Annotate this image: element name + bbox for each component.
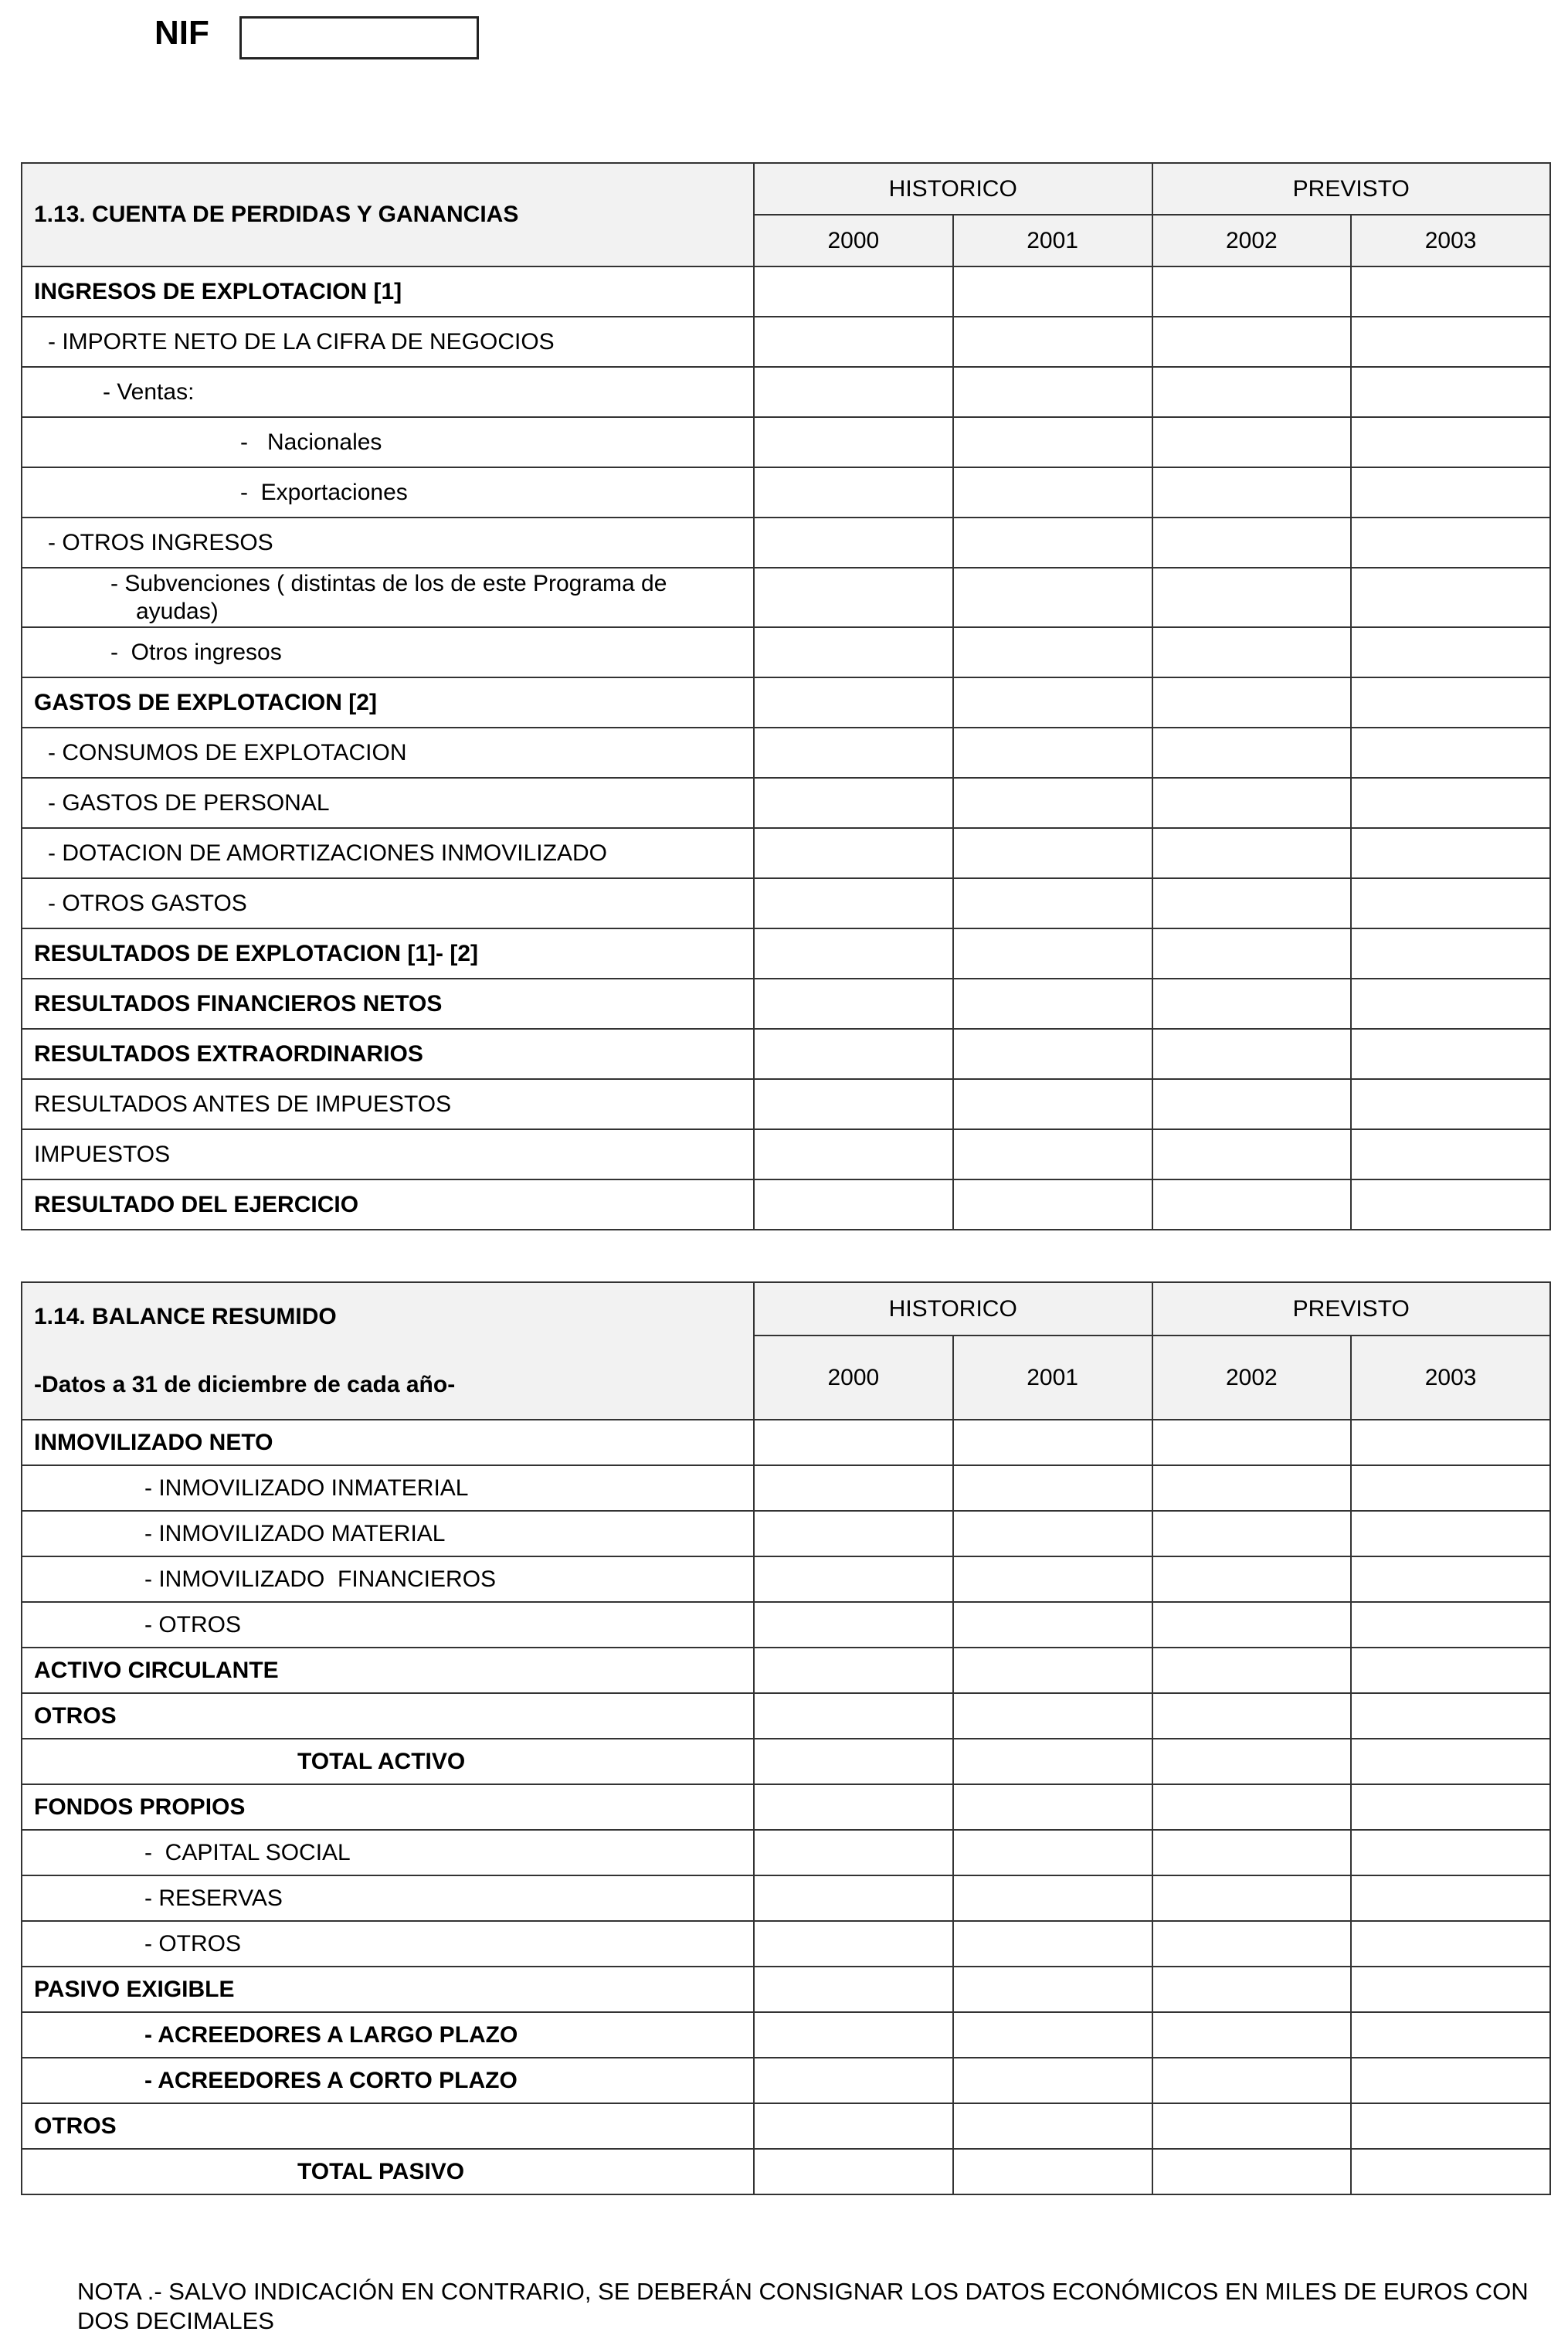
value-cell-2000[interactable] bbox=[754, 367, 953, 417]
value-cell-2003[interactable] bbox=[1351, 2012, 1550, 2058]
value-cell-2002[interactable] bbox=[1152, 518, 1352, 568]
value-cell-2001[interactable] bbox=[953, 2103, 1152, 2149]
table-row bbox=[22, 928, 1550, 979]
value-cell-2001[interactable] bbox=[953, 878, 1152, 928]
row-label: - GASTOS DE PERSONAL bbox=[22, 778, 754, 828]
nif-label: NIF bbox=[154, 14, 209, 52]
value-cell-2003[interactable] bbox=[1351, 317, 1550, 367]
value-cell-2001[interactable] bbox=[953, 417, 1152, 467]
value-cell-2000[interactable] bbox=[754, 1129, 953, 1179]
value-cell-2002[interactable] bbox=[1152, 2149, 1352, 2194]
table-row bbox=[22, 979, 1550, 1029]
year-header: 2000 bbox=[754, 215, 953, 266]
value-cell-2001[interactable] bbox=[953, 1784, 1152, 1830]
value-cell-2002[interactable] bbox=[1152, 1830, 1352, 1875]
value-cell-2000[interactable] bbox=[754, 1784, 953, 1830]
row-label: INMOVILIZADO NETO bbox=[22, 1420, 754, 1465]
table-row bbox=[22, 417, 1550, 467]
value-cell-2000[interactable] bbox=[754, 677, 953, 728]
row-label: - OTROS bbox=[22, 1602, 754, 1648]
table-row bbox=[22, 627, 1550, 677]
value-cell-2000[interactable] bbox=[754, 1739, 953, 1784]
value-cell-2000[interactable] bbox=[754, 1420, 953, 1465]
value-cell-2000[interactable] bbox=[754, 627, 953, 677]
row-label: OTROS bbox=[22, 1693, 754, 1739]
value-cell-2000[interactable] bbox=[754, 2058, 953, 2103]
table-row bbox=[22, 2103, 1550, 2149]
value-cell-2000[interactable] bbox=[754, 1875, 953, 1921]
table-row bbox=[22, 2058, 1550, 2103]
value-cell-2001[interactable] bbox=[953, 627, 1152, 677]
value-cell-2003[interactable] bbox=[1351, 1079, 1550, 1129]
value-cell-2001[interactable] bbox=[953, 1967, 1152, 2012]
value-cell-2003[interactable] bbox=[1351, 1921, 1550, 1967]
table-row bbox=[22, 1693, 1550, 1739]
value-cell-2001[interactable] bbox=[953, 1648, 1152, 1693]
table-row bbox=[22, 266, 1550, 317]
table-title: 1.14. BALANCE RESUMIDO bbox=[34, 1304, 337, 1329]
table-row bbox=[22, 1784, 1550, 1830]
table-row bbox=[22, 1556, 1550, 1602]
value-cell-2002[interactable] bbox=[1152, 828, 1352, 878]
row-label: RESULTADOS ANTES DE IMPUESTOS bbox=[22, 1079, 754, 1129]
value-cell-2002[interactable] bbox=[1152, 1921, 1352, 1967]
table-title: 1.13. CUENTA DE PERDIDAS Y GANANCIAS bbox=[22, 163, 754, 266]
row-label: GASTOS DE EXPLOTACION [2] bbox=[22, 677, 754, 728]
value-cell-2002[interactable] bbox=[1152, 417, 1352, 467]
value-cell-2003[interactable] bbox=[1351, 1029, 1550, 1079]
value-cell-2003[interactable] bbox=[1351, 2058, 1550, 2103]
value-cell-2002[interactable] bbox=[1152, 979, 1352, 1029]
row-label: - Ventas: bbox=[22, 367, 754, 417]
value-cell-2002[interactable] bbox=[1152, 627, 1352, 677]
table-row bbox=[22, 778, 1550, 828]
value-cell-2003[interactable] bbox=[1351, 979, 1550, 1029]
value-cell-2000[interactable] bbox=[754, 2103, 953, 2149]
value-cell-2003[interactable] bbox=[1351, 878, 1550, 928]
table-row bbox=[22, 677, 1550, 728]
value-cell-2001[interactable] bbox=[953, 2012, 1152, 2058]
nif-input[interactable] bbox=[239, 16, 479, 59]
table-row bbox=[22, 467, 1550, 518]
value-cell-2000[interactable] bbox=[754, 1511, 953, 1556]
value-cell-2001[interactable] bbox=[953, 1420, 1152, 1465]
value-cell-2001[interactable] bbox=[953, 266, 1152, 317]
year-header: 2002 bbox=[1152, 215, 1352, 266]
group-previsto: PREVISTO bbox=[1152, 163, 1551, 215]
row-label: PASIVO EXIGIBLE bbox=[22, 1967, 754, 2012]
value-cell-2001[interactable] bbox=[953, 979, 1152, 1029]
value-cell-2000[interactable] bbox=[754, 2149, 953, 2194]
value-cell-2000[interactable] bbox=[754, 317, 953, 367]
value-cell-2002[interactable] bbox=[1152, 1179, 1352, 1230]
value-cell-2003[interactable] bbox=[1351, 1830, 1550, 1875]
value-cell-2000[interactable] bbox=[754, 1693, 953, 1739]
value-cell-2003[interactable] bbox=[1351, 1648, 1550, 1693]
table-row bbox=[22, 1602, 1550, 1648]
value-cell-2000[interactable] bbox=[754, 467, 953, 518]
value-cell-2002[interactable] bbox=[1152, 317, 1352, 367]
value-cell-2000[interactable] bbox=[754, 1179, 953, 1230]
value-cell-2002[interactable] bbox=[1152, 1875, 1352, 1921]
table-row bbox=[22, 1921, 1550, 1967]
value-cell-2003[interactable] bbox=[1351, 518, 1550, 568]
value-cell-2002[interactable] bbox=[1152, 266, 1352, 317]
row-label: - INMOVILIZADO MATERIAL bbox=[22, 1511, 754, 1556]
table-row bbox=[22, 1739, 1550, 1784]
value-cell-2002[interactable] bbox=[1152, 1739, 1352, 1784]
row-label: - INMOVILIZADO INMATERIAL bbox=[22, 1465, 754, 1511]
value-cell-2001[interactable] bbox=[953, 2149, 1152, 2194]
row-label: TOTAL PASIVO bbox=[22, 2149, 754, 2194]
value-cell-2000[interactable] bbox=[754, 928, 953, 979]
value-cell-2000[interactable] bbox=[754, 1830, 953, 1875]
value-cell-2002[interactable] bbox=[1152, 568, 1352, 627]
table-subtitle: -Datos a 31 de diciembre de cada año- bbox=[34, 1372, 456, 1397]
value-cell-2001[interactable] bbox=[953, 1079, 1152, 1129]
row-label: - RESERVAS bbox=[22, 1875, 754, 1921]
value-cell-2002[interactable] bbox=[1152, 928, 1352, 979]
table-row bbox=[22, 728, 1550, 778]
year-header: 2000 bbox=[754, 1336, 953, 1420]
value-cell-2003[interactable] bbox=[1351, 266, 1550, 317]
value-cell-2000[interactable] bbox=[754, 828, 953, 878]
row-label: - DOTACION DE AMORTIZACIONES INMOVILIZADO bbox=[22, 828, 754, 878]
row-label: INGRESOS DE EXPLOTACION [1] bbox=[22, 266, 754, 317]
value-cell-2002[interactable] bbox=[1152, 878, 1352, 928]
value-cell-2003[interactable] bbox=[1351, 1129, 1550, 1179]
table-row bbox=[22, 367, 1550, 417]
profit-loss-table bbox=[21, 162, 1551, 1230]
value-cell-2000[interactable] bbox=[754, 979, 953, 1029]
row-label: FONDOS PROPIOS bbox=[22, 1784, 754, 1830]
group-historico: HISTORICO bbox=[754, 163, 1152, 215]
table-row bbox=[22, 828, 1550, 878]
value-cell-2001[interactable] bbox=[953, 1921, 1152, 1967]
value-cell-2003[interactable] bbox=[1351, 1693, 1550, 1739]
row-label: TOTAL ACTIVO bbox=[22, 1739, 754, 1784]
value-cell-2003[interactable] bbox=[1351, 778, 1550, 828]
value-cell-2002[interactable] bbox=[1152, 1693, 1352, 1739]
table-row bbox=[22, 1875, 1550, 1921]
row-label: - Subvenciones ( distintas de los de este Programa de ayudas) bbox=[22, 568, 754, 627]
row-label: - CAPITAL SOCIAL bbox=[22, 1830, 754, 1875]
value-cell-2000[interactable] bbox=[754, 1921, 953, 1967]
value-cell-2003[interactable] bbox=[1351, 1556, 1550, 1602]
row-label: - Exportaciones bbox=[22, 467, 754, 518]
table-row bbox=[22, 1079, 1550, 1129]
table-row bbox=[22, 1511, 1550, 1556]
value-cell-2003[interactable] bbox=[1351, 1420, 1550, 1465]
value-cell-2002[interactable] bbox=[1152, 1511, 1352, 1556]
row-label: - OTROS INGRESOS bbox=[22, 518, 754, 568]
row-label: RESULTADO DEL EJERCICIO bbox=[22, 1179, 754, 1230]
row-label: - CONSUMOS DE EXPLOTACION bbox=[22, 728, 754, 778]
value-cell-2002[interactable] bbox=[1152, 1420, 1352, 1465]
row-label: RESULTADOS DE EXPLOTACION [1]- [2] bbox=[22, 928, 754, 979]
value-cell-2002[interactable] bbox=[1152, 2012, 1352, 2058]
table-row bbox=[22, 568, 1550, 627]
table-row bbox=[22, 878, 1550, 928]
table-row bbox=[22, 1967, 1550, 2012]
value-cell-2001[interactable] bbox=[953, 1465, 1152, 1511]
value-cell-2002[interactable] bbox=[1152, 1079, 1352, 1129]
table-row bbox=[22, 518, 1550, 568]
table-row bbox=[22, 317, 1550, 367]
table-row bbox=[22, 1465, 1550, 1511]
group-historico: HISTORICO bbox=[754, 1282, 1152, 1336]
value-cell-2001[interactable] bbox=[953, 728, 1152, 778]
value-cell-2000[interactable] bbox=[754, 778, 953, 828]
value-cell-2003[interactable] bbox=[1351, 828, 1550, 878]
value-cell-2000[interactable] bbox=[754, 518, 953, 568]
value-cell-2002[interactable] bbox=[1152, 1967, 1352, 2012]
value-cell-2003[interactable] bbox=[1351, 928, 1550, 979]
table-title-cell bbox=[22, 1282, 754, 1420]
value-cell-2000[interactable] bbox=[754, 266, 953, 317]
value-cell-2001[interactable] bbox=[953, 317, 1152, 367]
year-header: 2001 bbox=[953, 215, 1152, 266]
value-cell-2001[interactable] bbox=[953, 1830, 1152, 1875]
value-cell-2002[interactable] bbox=[1152, 1784, 1352, 1830]
table-row bbox=[22, 1830, 1550, 1875]
row-label: ACTIVO CIRCULANTE bbox=[22, 1648, 754, 1693]
row-label: - ACREEDORES A LARGO PLAZO bbox=[22, 2012, 754, 2058]
row-label: - INMOVILIZADO FINANCIEROS bbox=[22, 1556, 754, 1602]
value-cell-2003[interactable] bbox=[1351, 1784, 1550, 1830]
row-label: - IMPORTE NETO DE LA CIFRA DE NEGOCIOS bbox=[22, 317, 754, 367]
year-header: 2002 bbox=[1152, 1336, 1352, 1420]
value-cell-2003[interactable] bbox=[1351, 1465, 1550, 1511]
value-cell-2001[interactable] bbox=[953, 1029, 1152, 1079]
value-cell-2003[interactable] bbox=[1351, 1179, 1550, 1230]
row-label: - Nacionales bbox=[22, 417, 754, 467]
value-cell-2001[interactable] bbox=[953, 1739, 1152, 1784]
row-label: IMPUESTOS bbox=[22, 1129, 754, 1179]
row-label: RESULTADOS EXTRAORDINARIOS bbox=[22, 1029, 754, 1079]
value-cell-2000[interactable] bbox=[754, 1029, 953, 1079]
value-cell-2003[interactable] bbox=[1351, 728, 1550, 778]
value-cell-2001[interactable] bbox=[953, 1511, 1152, 1556]
table-row bbox=[22, 1648, 1550, 1693]
year-header: 2003 bbox=[1351, 215, 1550, 266]
value-cell-2003[interactable] bbox=[1351, 1739, 1550, 1784]
value-cell-2002[interactable] bbox=[1152, 2103, 1352, 2149]
row-label: RESULTADOS FINANCIEROS NETOS bbox=[22, 979, 754, 1029]
year-header: 2003 bbox=[1351, 1336, 1550, 1420]
value-cell-2002[interactable] bbox=[1152, 1129, 1352, 1179]
value-cell-2001[interactable] bbox=[953, 928, 1152, 979]
value-cell-2000[interactable] bbox=[754, 2012, 953, 2058]
value-cell-2000[interactable] bbox=[754, 878, 953, 928]
value-cell-2003[interactable] bbox=[1351, 367, 1550, 417]
value-cell-2002[interactable] bbox=[1152, 467, 1352, 518]
value-cell-2003[interactable] bbox=[1351, 1875, 1550, 1921]
value-cell-2000[interactable] bbox=[754, 1602, 953, 1648]
value-cell-2000[interactable] bbox=[754, 1967, 953, 2012]
value-cell-2001[interactable] bbox=[953, 1129, 1152, 1179]
value-cell-2000[interactable] bbox=[754, 1556, 953, 1602]
value-cell-2002[interactable] bbox=[1152, 1648, 1352, 1693]
value-cell-2001[interactable] bbox=[953, 1179, 1152, 1230]
value-cell-2001[interactable] bbox=[953, 677, 1152, 728]
value-cell-2003[interactable] bbox=[1351, 1602, 1550, 1648]
table-row bbox=[22, 1129, 1550, 1179]
value-cell-2001[interactable] bbox=[953, 467, 1152, 518]
row-label: - OTROS bbox=[22, 1921, 754, 1967]
value-cell-2001[interactable] bbox=[953, 2058, 1152, 2103]
value-cell-2003[interactable] bbox=[1351, 417, 1550, 467]
balance-table bbox=[21, 1281, 1551, 2195]
value-cell-2003[interactable] bbox=[1351, 1511, 1550, 1556]
value-cell-2002[interactable] bbox=[1152, 728, 1352, 778]
footnote: NOTA .- SALVO INDICACIÓN EN CONTRARIO, SE DEBERÁN CONSIGNAR LOS DATOS ECONÓMICOS EN MILES DE EUROS CON DOS DECIMALES bbox=[77, 2278, 1529, 2334]
value-cell-2003[interactable] bbox=[1351, 677, 1550, 728]
value-cell-2002[interactable] bbox=[1152, 1029, 1352, 1079]
value-cell-2001[interactable] bbox=[953, 568, 1152, 627]
value-cell-2000[interactable] bbox=[754, 568, 953, 627]
year-header: 2001 bbox=[953, 1336, 1152, 1420]
value-cell-2003[interactable] bbox=[1351, 2103, 1550, 2149]
value-cell-2003[interactable] bbox=[1351, 467, 1550, 518]
table-row bbox=[22, 1420, 1550, 1465]
value-cell-2001[interactable] bbox=[953, 778, 1152, 828]
value-cell-2001[interactable] bbox=[953, 828, 1152, 878]
value-cell-2000[interactable] bbox=[754, 1079, 953, 1129]
value-cell-2003[interactable] bbox=[1351, 568, 1550, 627]
value-cell-2001[interactable] bbox=[953, 367, 1152, 417]
value-cell-2000[interactable] bbox=[754, 417, 953, 467]
value-cell-2003[interactable] bbox=[1351, 627, 1550, 677]
value-cell-2002[interactable] bbox=[1152, 778, 1352, 828]
value-cell-2002[interactable] bbox=[1152, 2058, 1352, 2103]
value-cell-2001[interactable] bbox=[953, 1875, 1152, 1921]
row-label: - Otros ingresos bbox=[22, 627, 754, 677]
value-cell-2002[interactable] bbox=[1152, 677, 1352, 728]
value-cell-2002[interactable] bbox=[1152, 367, 1352, 417]
group-previsto: PREVISTO bbox=[1152, 1282, 1551, 1336]
value-cell-2001[interactable] bbox=[953, 1602, 1152, 1648]
value-cell-2002[interactable] bbox=[1152, 1556, 1352, 1602]
value-cell-2003[interactable] bbox=[1351, 2149, 1550, 2194]
table-row bbox=[22, 2149, 1550, 2194]
value-cell-2000[interactable] bbox=[754, 1648, 953, 1693]
value-cell-2000[interactable] bbox=[754, 1465, 953, 1511]
row-label: - ACREEDORES A CORTO PLAZO bbox=[22, 2058, 754, 2103]
table-row bbox=[22, 2012, 1550, 2058]
value-cell-2003[interactable] bbox=[1351, 1967, 1550, 2012]
value-cell-2001[interactable] bbox=[953, 1693, 1152, 1739]
row-label: - OTROS GASTOS bbox=[22, 878, 754, 928]
value-cell-2000[interactable] bbox=[754, 728, 953, 778]
table-row bbox=[22, 1179, 1550, 1230]
value-cell-2001[interactable] bbox=[953, 518, 1152, 568]
value-cell-2002[interactable] bbox=[1152, 1465, 1352, 1511]
row-label: OTROS bbox=[22, 2103, 754, 2149]
value-cell-2002[interactable] bbox=[1152, 1602, 1352, 1648]
table-row bbox=[22, 1029, 1550, 1079]
value-cell-2001[interactable] bbox=[953, 1556, 1152, 1602]
